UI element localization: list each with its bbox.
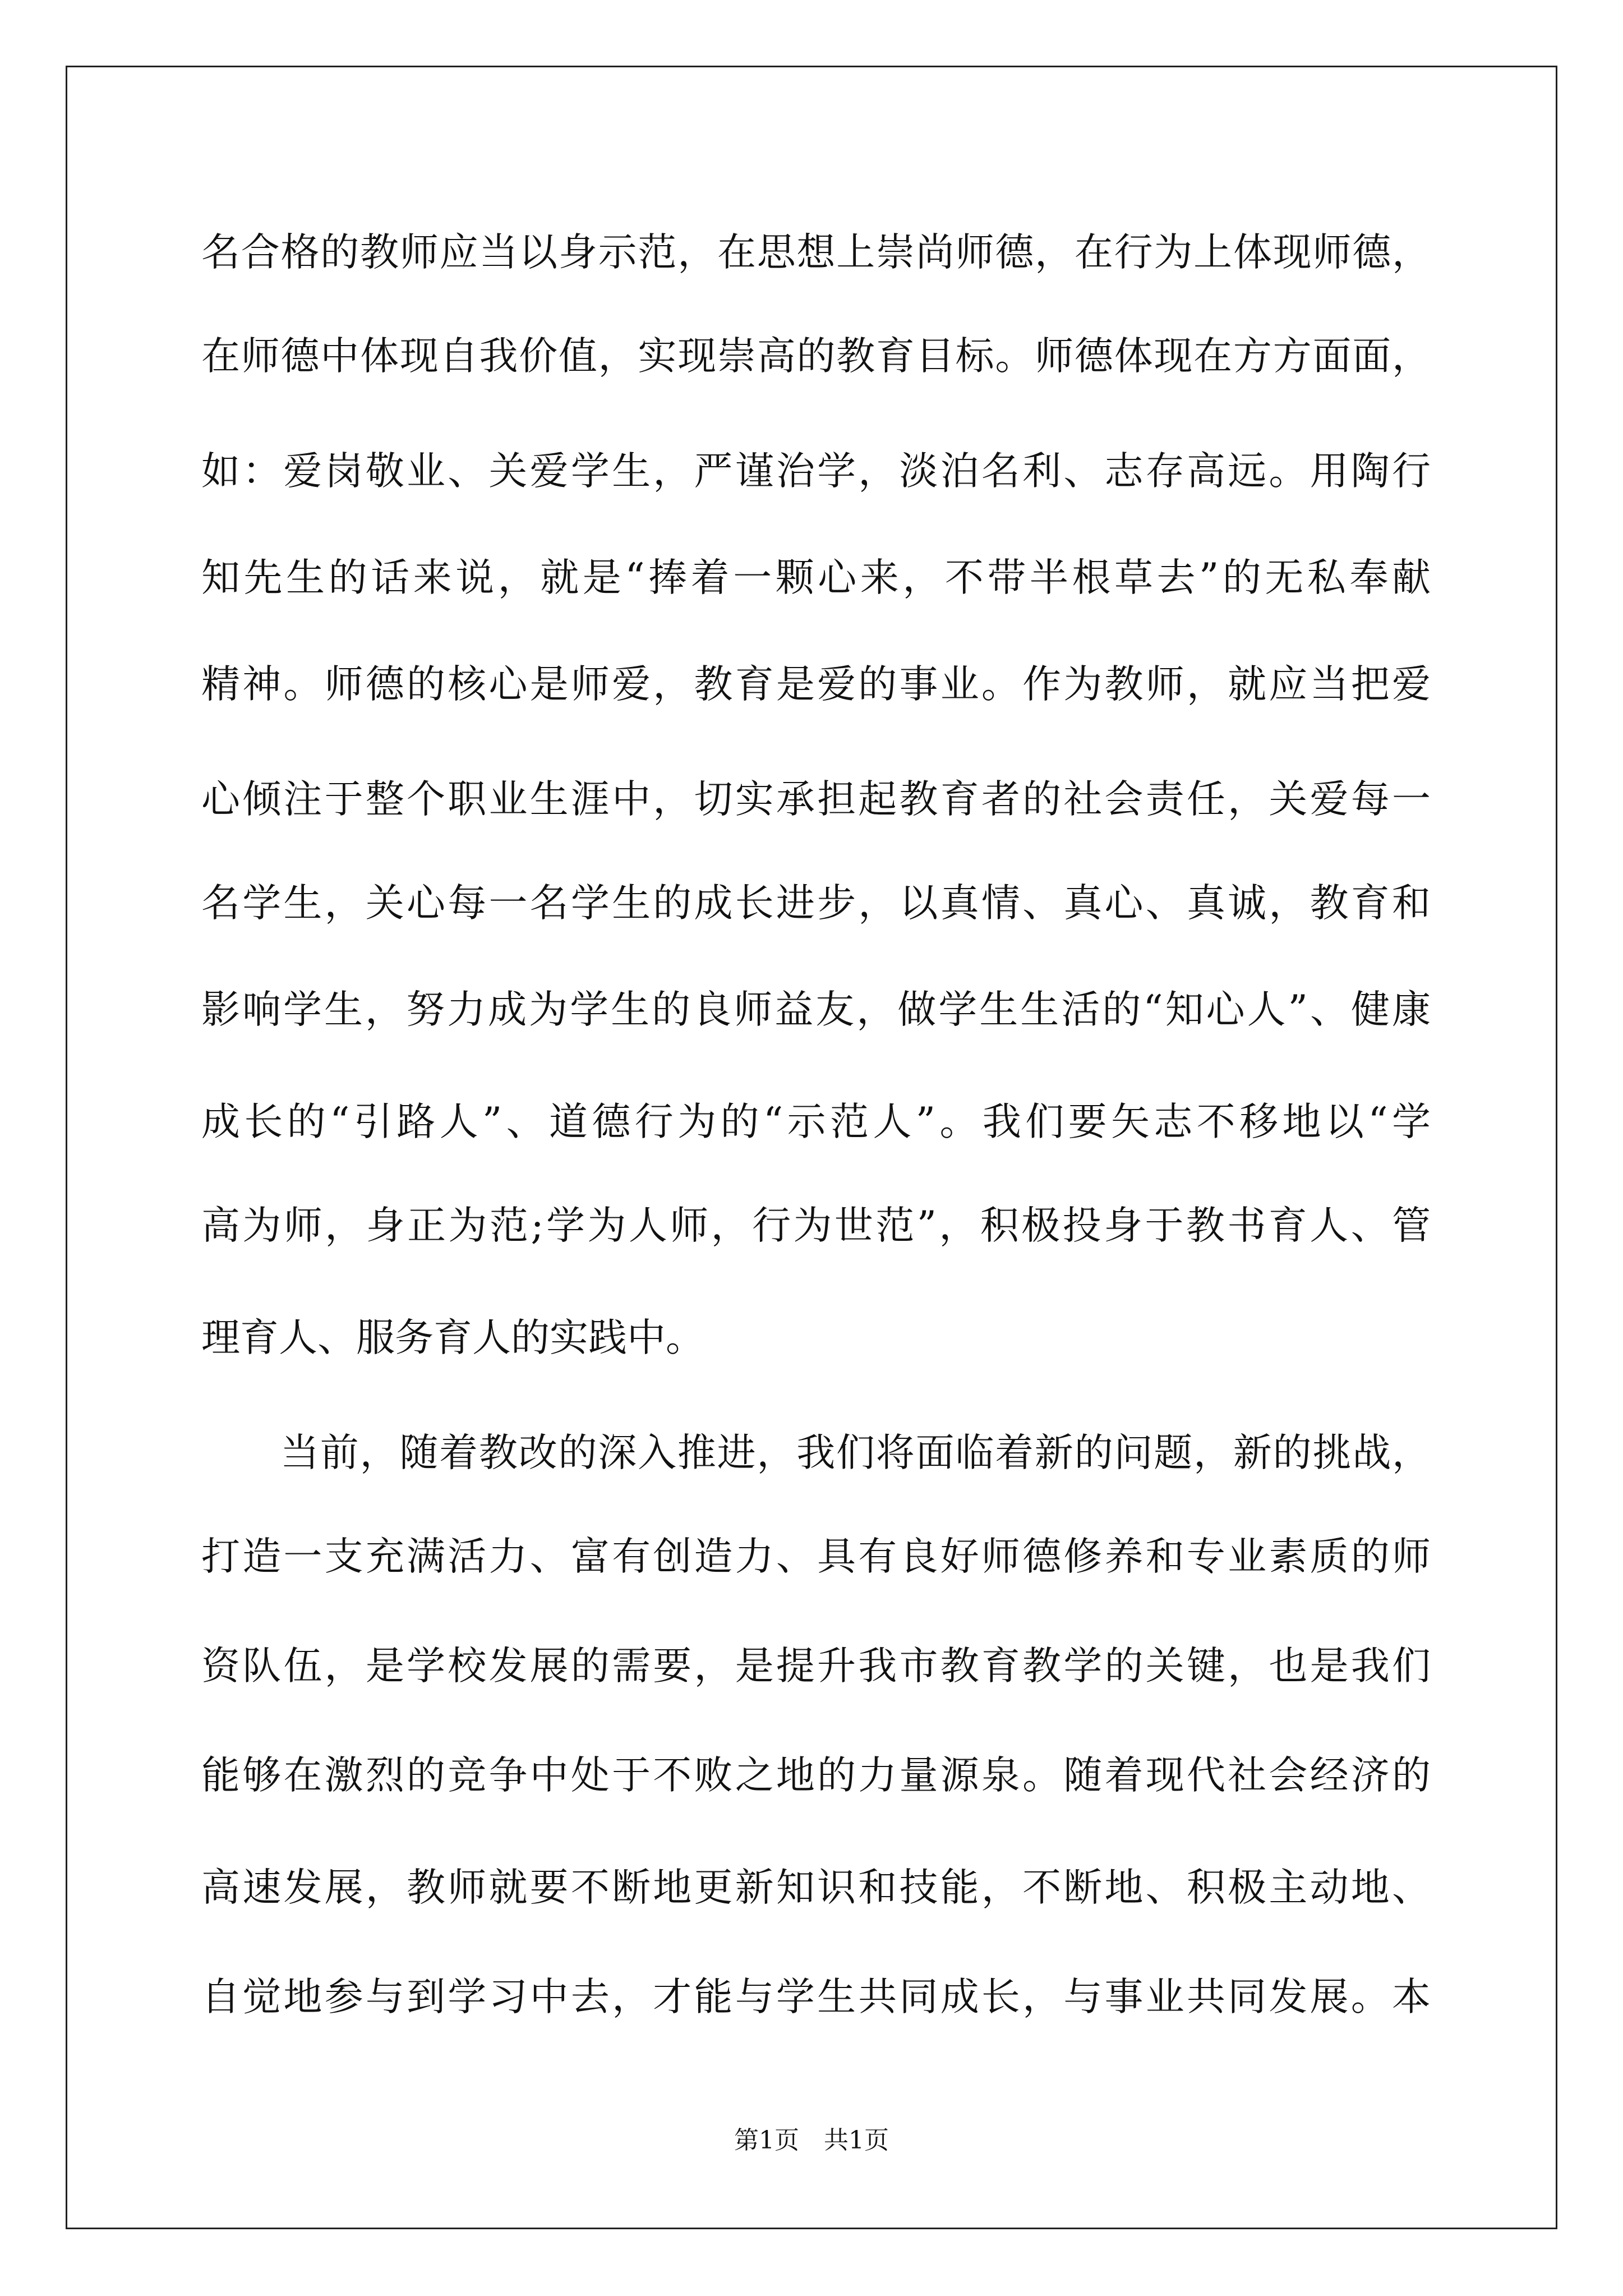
- body-text-line: 资队伍，是学校发展的需要，是提升我市教育教学的关键，也是我们: [201, 1644, 1431, 1688]
- body-text-line: 高速发展，教师就要不断地更新知识和技能，不断地、积极主动地、: [201, 1865, 1431, 1910]
- page-number-footer: 第1页 共1页: [734, 2126, 889, 2155]
- body-text-line: 在师德中体现自我价值，实现崇高的教育目标。师德体现在方方面面，: [201, 334, 1431, 379]
- body-text-line: 成长的“引路人”、道德行为的“示范人”。我们要矢志不移地以“学: [201, 1099, 1431, 1144]
- body-text-line: 名学生，关心每一名学生的成长进步，以真情、真心、真诚，教育和: [201, 881, 1431, 926]
- body-text-line: 自觉地参与到学习中去，才能与学生共同成长，与事业共同发展。本: [201, 1975, 1431, 2019]
- paragraph-start-line: 当前，随着教改的深入推进，我们将面临着新的问题，新的挑战，: [280, 1430, 1431, 1475]
- body-text-line: 能够在激烈的竞争中处于不败之地的力量源泉。随着现代社会经济的: [201, 1753, 1431, 1798]
- body-text-line: 高为师，身正为范;学为人师，行为世范”，积极投身于教书育人、管: [201, 1203, 1431, 1248]
- body-text-line: 知先生的话来说，就是“捧着一颗心来，不带半根草去”的无私奉献: [201, 555, 1431, 600]
- body-text-line: 打造一支充满活力、富有创造力、具有良好师德修养和专业素质的师: [201, 1534, 1431, 1579]
- body-text-line: 影响学生，努力成为学生的良师益友，做学生生活的“知心人”、健康: [201, 987, 1431, 1032]
- body-text-line: 心倾注于整个职业生涯中，切实承担起教育者的社会责任，关爱每一: [201, 777, 1431, 822]
- body-text-line: 名合格的教师应当以身示范，在思想上崇尚师德，在行为上体现师德，: [201, 230, 1431, 275]
- body-text-line: 理育人、服务育人的实践中。: [201, 1315, 704, 1360]
- body-text-line: 如：爱岗敬业、关爱学生，严谨治学，淡泊名利、志存高远。用陶行: [201, 449, 1431, 494]
- body-text-line: 精神。师德的核心是师爱，教育是爱的事业。作为教师，就应当把爱: [201, 662, 1431, 707]
